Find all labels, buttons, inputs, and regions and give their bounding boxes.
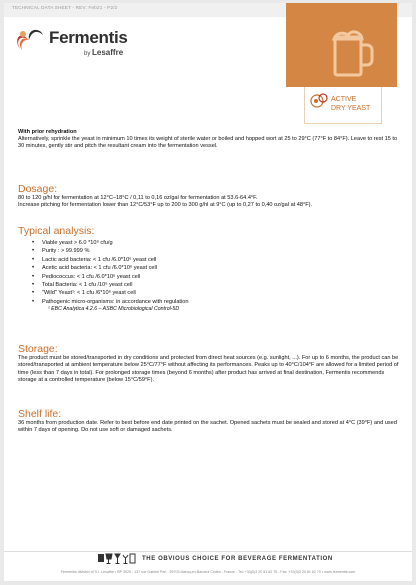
footer-slogan: THE OBVIOUS CHOICE FOR BEVERAGE FERMENTATION: [142, 556, 333, 562]
dosage-line2: Increase pitching for fermentation lower than 12°C/53°F up to 200 to 300 g/hl at 9°C (up to 0,27 to 0,40 oz/gal at 48°F).: [18, 202, 313, 209]
footer-divider: [4, 551, 412, 552]
badge-line1: ACTIVE: [331, 96, 357, 103]
beer-mug-icon: [331, 27, 375, 77]
glasses-icon: [96, 553, 136, 565]
list-item: • Pathogenic micro-organisms: in accordance with regulation: [32, 298, 400, 306]
analysis-list: [32, 239, 400, 306]
dosage-section: [18, 183, 400, 210]
data-sheet-page: [4, 3, 412, 581]
brand-name: Fermentis: [49, 28, 128, 47]
list-item: • Total Bacteria: < 1 cfu /10⁶ yeast cell: [32, 281, 400, 289]
rehydration-heading: With prior rehydration: [18, 129, 77, 135]
badge-label: [331, 96, 381, 113]
dosage-title: Dosage:: [18, 183, 58, 195]
rehydration-section: [18, 129, 400, 151]
yeast-icon: [309, 91, 329, 111]
shelf-life-title: Shelf life:: [18, 408, 62, 420]
list-item: • "Wild" Yeast¹: < 1 cfu /6*10⁶ yeast cell: [32, 289, 400, 297]
list-item: • Pediococcus: < 1 cfu /6.0*10⁶ yeast cell: [32, 273, 400, 281]
shelf-life-section: [18, 408, 400, 435]
list-item: • Lactic acid bacteria: < 1 cfu /6.0*10⁶ yeast cell: [32, 256, 400, 264]
doc-label: TECHNICAL DATA SHEET - REV: Feb21 - P2/2: [12, 5, 118, 10]
analysis-title: Typical analysis:: [18, 225, 95, 237]
rehydration-text: Alternatively, sprinkle the yeast in minimum 10 times its weight of sterile water or boiled and hopped wort at 25 to 29°C (77°F to 84°F). Leave to rest 15 to 30 minutes, gently stir and pitch the resultant cream into the fermentation vessel.: [18, 136, 398, 150]
list-item: • Purity : > 99.999 %: [32, 247, 400, 255]
storage-section: [18, 343, 400, 384]
storage-title: Storage:: [18, 343, 58, 355]
analysis-section: [18, 225, 400, 313]
brand-by: [84, 48, 123, 57]
brand-by-name: Lesaffre: [92, 48, 124, 57]
shelf-life-text: 36 months from production date. Refer to best before end date printed on the sachet. Opened sachets must be sealed and stored at 4°C (39°F) and used within 7 days of opening. Do not use soft or damaged sachets.: [18, 420, 397, 434]
storage-text: The product must be stored/transported in dry conditions and protected from direct heat sources (e.g. sunlight, ...). For up to 6 months, the product can be stored/transported at ambient temperature below 25°C/77°F without affecting its performances. Peaks up to 40°C/104°F are allowed for a limited period of time (less than 7 days in total). For prolonged storage times (beyond 6 months) after product has arrived at final destination, Fermentis recommends storage at a controlled temperature (below 15°C/59°F).: [18, 355, 399, 383]
fermentis-logo-icon: [12, 25, 46, 55]
analysis-reference: ¹ EBC Analytica 4.2.6 – ASBC Microbiological Control-5D: [48, 306, 180, 313]
dosage-line1: 80 to 120 g/hl for fermentation at 12°C–18°C / 0,11 to 0,16 oz/gal for fermentation at 53.6-64.4°F.: [18, 195, 258, 201]
brand-by-prefix: by: [84, 51, 91, 57]
badge-line2: DRY YEAST: [331, 104, 371, 112]
footer-address: Fermentis division of S.I. Lesaffre • BP 3029 - 137 rue Gabriel Péri - 59703 Marcq-en-Baroeul Cedex - France - Tel: +33(0)3 20 81 62 75 - Fax: +33(0)3 20 81 62 70 • www.fermentis.com: [60, 570, 356, 574]
list-item: • Viable yeast > 6.0 *10⁹ cfu/g: [32, 239, 400, 247]
list-item: • Acetic acid bacteria: < 1 cfu /6.0*10⁶ yeast cell: [32, 264, 400, 272]
